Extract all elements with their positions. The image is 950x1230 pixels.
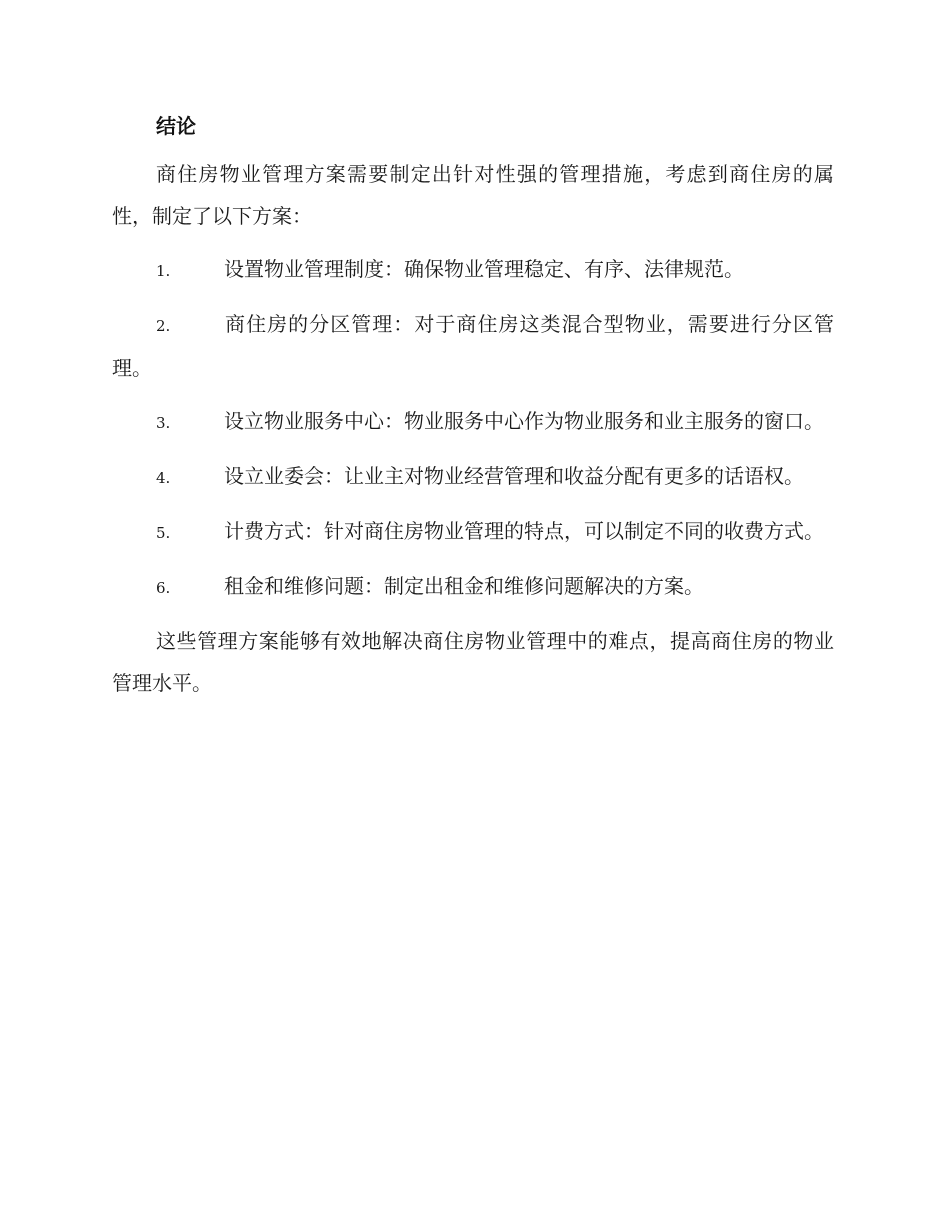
- conclusion-paragraph: 这些管理方案能够有效地解决商住房物业管理中的难点，提高商住房的物业管理水平。: [112, 629, 834, 695]
- list-text: 设立物业服务中心：物业服务中心作为物业服务和业主服务的窗口。: [224, 409, 824, 433]
- list-item-1: [112, 248, 834, 292]
- list-item-2: [112, 303, 834, 389]
- list-number: 1.: [156, 262, 171, 280]
- section-heading: 结论: [156, 114, 196, 138]
- list-item-4: [112, 455, 834, 499]
- list-text: 设置物业管理制度：确保物业管理稳定、有序、法律规范。: [224, 257, 744, 281]
- list-item-6: [112, 565, 834, 609]
- list-item-5: [112, 510, 834, 554]
- list-number: 4.: [156, 469, 171, 487]
- list-number: 3.: [156, 414, 171, 432]
- list-text: 设立业委会：让业主对物业经营管理和收益分配有更多的话语权。: [224, 464, 804, 488]
- list-text: 商住房的分区管理：对于商住房这类混合型物业，需要进行分区管理。: [112, 312, 834, 380]
- list-number: 6.: [156, 579, 171, 597]
- list-number: 2.: [156, 317, 171, 335]
- list-number: 5.: [156, 524, 171, 542]
- intro-paragraph: 商住房物业管理方案需要制定出针对性强的管理措施，考虑到商住房的属性，制定了以下方案：: [112, 162, 834, 228]
- list-item-3: [112, 400, 834, 444]
- document-body: [112, 108, 834, 715]
- list-text: 计费方式：针对商住房物业管理的特点，可以制定不同的收费方式。: [224, 519, 824, 543]
- list-text: 租金和维修问题：制定出租金和维修问题解决的方案。: [224, 574, 704, 598]
